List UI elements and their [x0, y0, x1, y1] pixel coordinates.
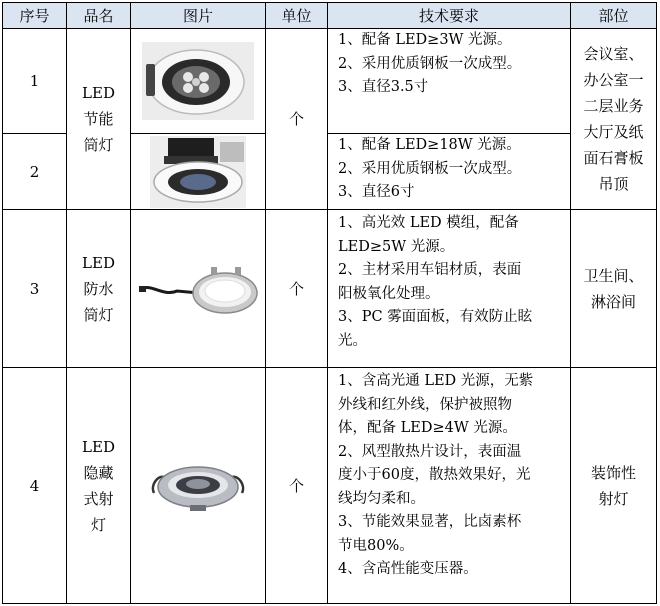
requirement-line: 节电80%。	[338, 537, 414, 554]
header-row	[3, 3, 657, 29]
row-number: 1	[3, 29, 67, 134]
location-line: 办公室一	[583, 71, 644, 89]
product-spec-table	[2, 2, 657, 604]
requirements	[328, 210, 571, 368]
header-unit: 单位	[266, 3, 328, 29]
downlight-icon	[142, 42, 254, 120]
requirement-line: 体，配备 LED≥4W 光源。	[338, 420, 517, 436]
row-number: 3	[3, 210, 67, 368]
name-line: 灯	[90, 515, 106, 534]
product-image	[131, 210, 266, 368]
requirements	[328, 368, 571, 604]
requirement-line: 阳极氧化处理。	[338, 285, 440, 302]
requirement-line: 线均匀柔和。	[338, 490, 425, 507]
product-image	[131, 29, 266, 134]
requirement-line: LED≥5W 光源。	[338, 238, 455, 255]
table-row	[3, 368, 657, 604]
name-line: LED	[82, 84, 115, 102]
requirement-line: 2、风型散热片设计，表面温	[338, 443, 522, 460]
product-name	[67, 210, 131, 368]
location-line: 面石膏板	[583, 149, 644, 167]
spotlight-icon	[148, 455, 248, 517]
name-line: 筒灯	[83, 305, 114, 324]
requirement-line: 外线和红外线，保护被照物	[338, 396, 512, 413]
requirement-line: 光。	[338, 332, 367, 349]
requirements	[328, 134, 571, 210]
name-line: 隐藏	[83, 463, 114, 482]
location-line: 装饰性	[590, 463, 636, 482]
name-line: LED	[82, 253, 115, 272]
requirement-line: 2、主材采用车铝材质，表面	[338, 262, 522, 278]
location	[571, 210, 657, 368]
panel-light-icon	[137, 259, 259, 319]
row-number: 2	[3, 134, 67, 210]
location-line: 吊顶	[598, 175, 629, 193]
name-line: 式射	[83, 489, 114, 508]
name-line: 防水	[83, 279, 114, 298]
table-row	[3, 210, 657, 368]
requirement-line: 3、直径6寸	[338, 184, 415, 200]
location	[571, 29, 657, 210]
unit: 个	[266, 368, 328, 604]
requirement-line: 1、高光效 LED 模组，配备	[338, 215, 519, 231]
requirement-line: 度小于60度，散热效果好，光	[338, 467, 531, 483]
requirement-line: 4、含高性能变压器。	[338, 561, 478, 577]
name-line: 筒灯	[83, 136, 114, 154]
requirements	[328, 29, 571, 134]
header-requirements: 技术要求	[328, 3, 571, 29]
location-line: 射灯	[598, 489, 629, 508]
header-serial: 序号	[3, 3, 67, 29]
requirement-line: 3、节能效果显著，比卤素杯	[338, 514, 522, 530]
name-line: LED	[82, 437, 115, 456]
unit: 个	[266, 29, 328, 210]
product-name	[67, 29, 131, 210]
requirement-line: 2、采用优质钢板一次成型。	[338, 160, 522, 177]
header-image: 图片	[131, 3, 266, 29]
location	[571, 368, 657, 604]
requirement-line: 1、含高光通 LED 光源，无紫	[338, 373, 534, 389]
location-line: 会议室、	[583, 45, 644, 63]
table-row	[3, 29, 657, 134]
name-line: 节能	[83, 110, 114, 128]
downlight-tilted-icon	[150, 136, 246, 208]
location-line: 卫生间、	[583, 266, 644, 285]
location-line: 大厅及纸	[583, 123, 644, 141]
requirement-line: 3、PC 雾面面板，有效防止眩	[338, 309, 533, 325]
requirement-line: 3、直径3.5寸	[338, 79, 429, 95]
header-name: 品名	[67, 3, 131, 29]
header-location: 部位	[571, 3, 657, 29]
location-line: 淋浴间	[590, 292, 636, 311]
location-line: 二层业务	[583, 97, 644, 115]
requirement-line: 2、采用优质钢板一次成型。	[338, 55, 522, 72]
requirement-line: 1、配备 LED≥3W 光源。	[338, 32, 512, 48]
product-image	[131, 134, 266, 210]
product-image	[131, 368, 266, 604]
row-number: 4	[3, 368, 67, 604]
product-name	[67, 368, 131, 604]
unit: 个	[266, 210, 328, 368]
requirement-line: 1、配备 LED≥18W 光源。	[338, 137, 521, 153]
